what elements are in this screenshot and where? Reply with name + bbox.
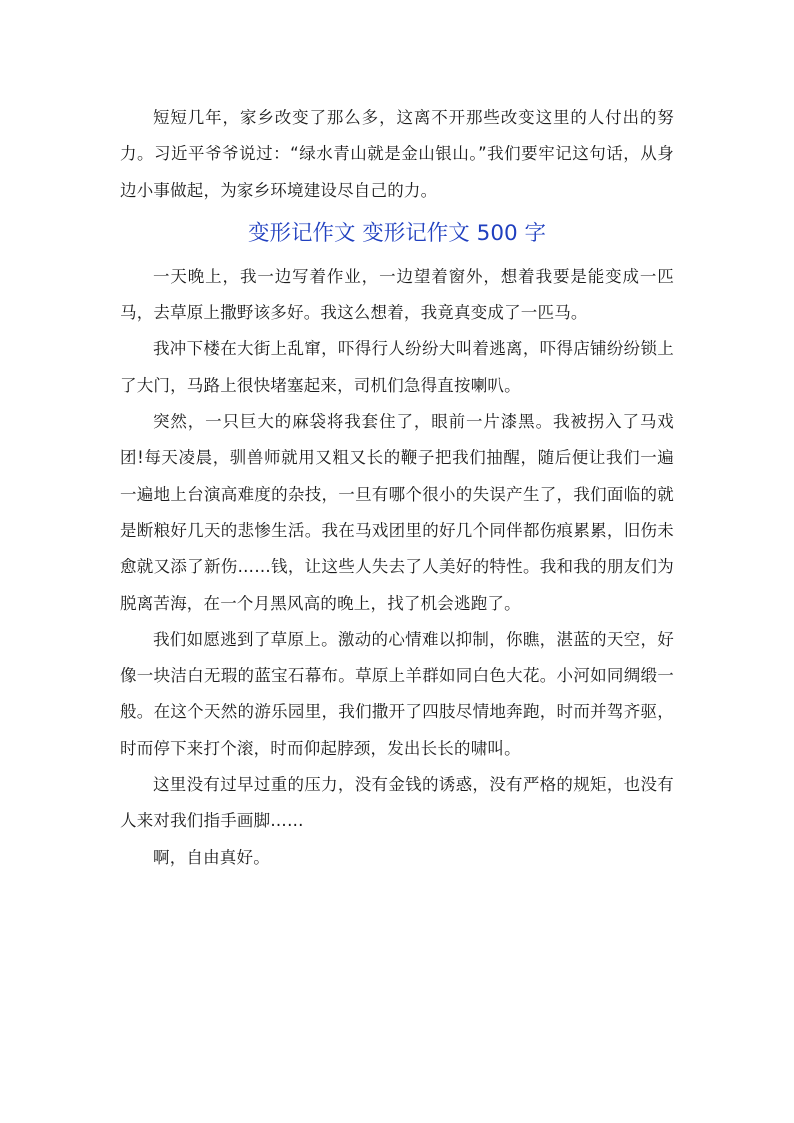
paragraph-intro: 短短几年，家乡改变了那么多，这离不开那些改变这里的人付出的努力。习近平爷爷说过：“绿水青山就是金山银山。”我们要牢记这句话，从身边小事做起，为家乡环境建设尽自己的力。: [120, 108, 674, 200]
section-title: 变形记作文 变形记作文 500 字: [247, 220, 547, 246]
paragraph-3: 突然，一只巨大的麻袋将我套住了，眼前一片漆黑。我被拐入了马戏团!每天凌晨，驯兽师就用又粗又长的鞭子把我们抽醒，随后便让我们一遍一遍地上台演高难度的杂技，一旦有哪个很小的失误产生了，我们面临的就是断粮好几天的悲惨生活。我在马戏团里的好几个同伴都伤痕累累，旧伤未愈就又添了新伤……钱，让这些人失去了人美好的特性。我和我的朋友们为脱离苦海，在一个月黑风高的晚上，找了机会逃跑了。: [120, 412, 674, 613]
paragraph-4: 我们如愿逃到了草原上。激动的心情难以抑制，你瞧，湛蓝的天空，好像一块洁白无瑕的蓝宝石幕布。草原上羊群如同白色大花。小河如同绸缎一般。在这个天然的游乐园里，我们撒开了四肢尽情地奔跑，时而并驾齐驱，时而停下来打个滚，时而仰起脖颈，发出长长的啸叫。: [120, 629, 674, 758]
document-body: [120, 100, 674, 876]
paragraph-6: 啊，自由真好。: [153, 847, 270, 867]
paragraph-5: 这里没有过早过重的压力，没有金钱的诱惑，没有严格的规矩，也没有人来对我们指手画脚……: [120, 775, 674, 831]
paragraph-2: 我冲下楼在大街上乱窜，吓得行人纷纷大叫着逃离，吓得店铺纷纷锁上了大门，马路上很快堵塞起来，司机们急得直按喇叭。: [120, 339, 674, 395]
paragraph-1: 一天晚上，我一边写着作业，一边望着窗外，想着我要是能变成一匹马，去草原上撒野该多好。我这么想着，我竟真变成了一匹马。: [120, 266, 674, 323]
